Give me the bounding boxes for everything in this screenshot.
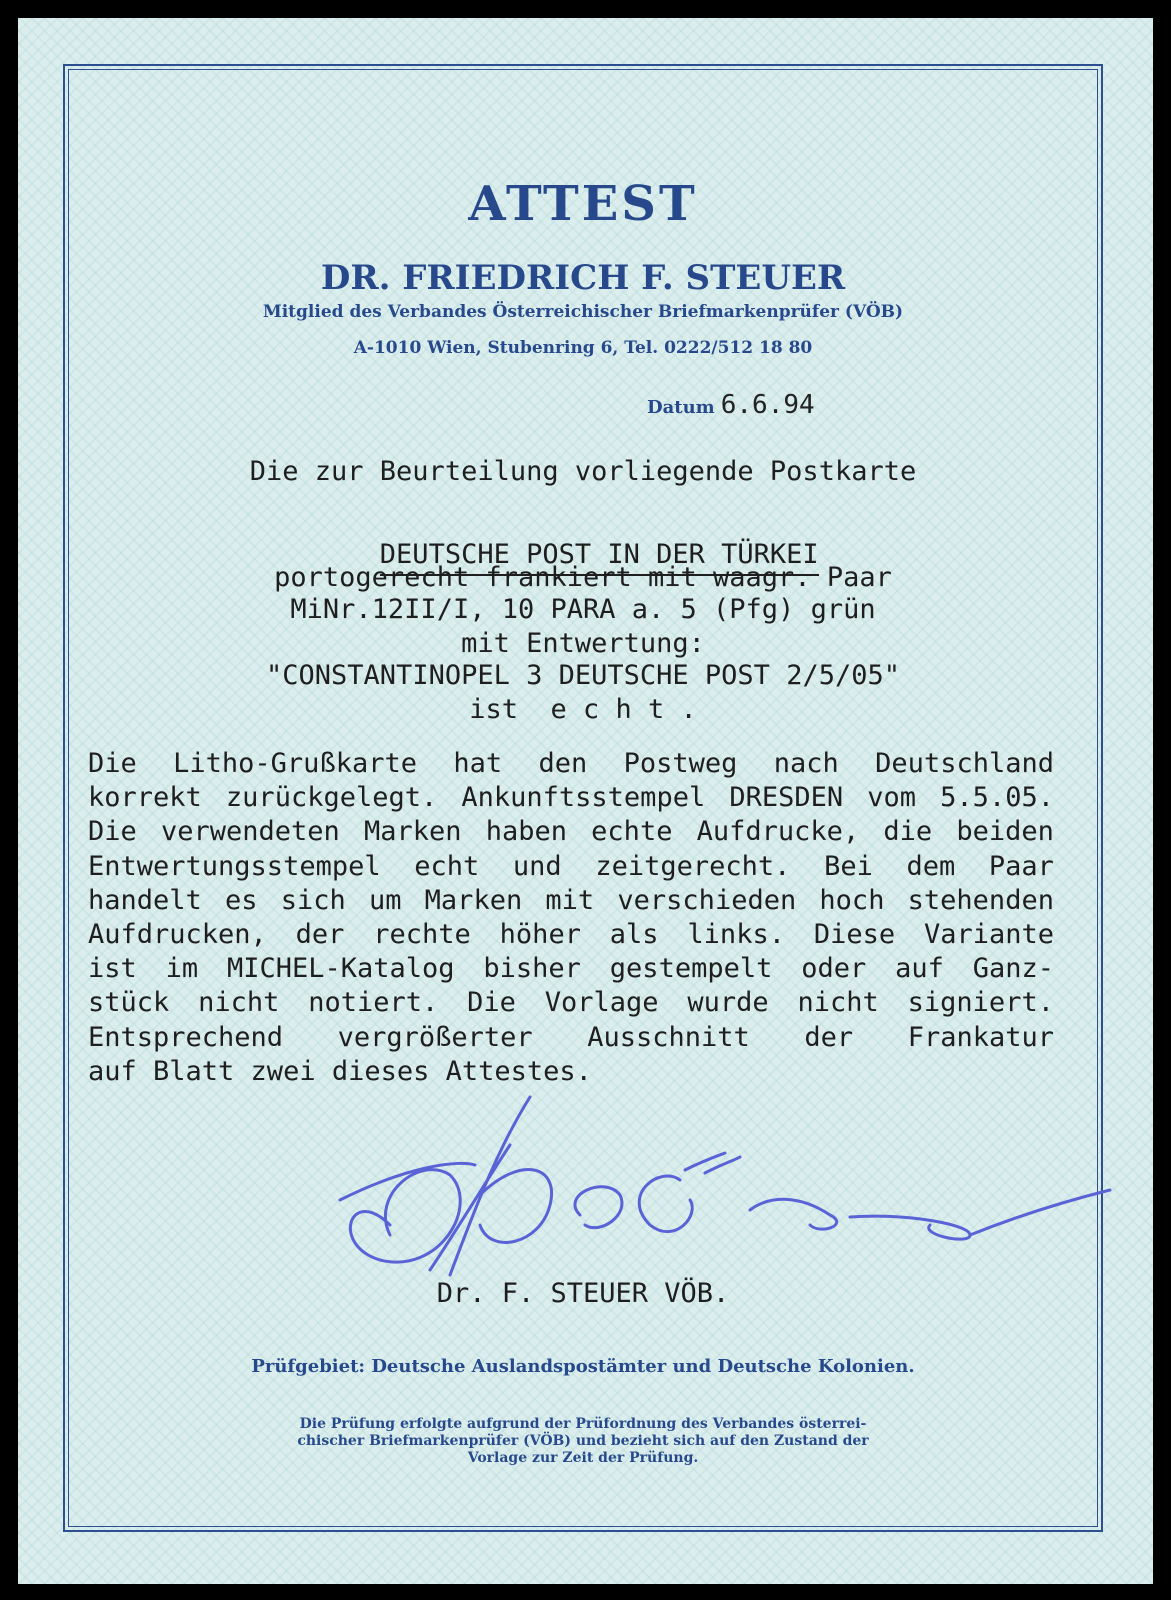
examination-scope: Prüfgebiet: Deutsche Auslandspostämter und Deutsche Kolonien. [251,1356,915,1377]
statement-line-4: "CONSTANTINOPEL 3 DEUTSCHE POST 2/5/05" [266,660,900,691]
signed-name: Dr. F. STEUER VÖB. [436,1278,730,1309]
body-line: Entsprechend vergrößerter Ausschnitt der Frankatur [88,1021,1054,1053]
body-line: handelt es sich um Marken mit verschieden hoch stehenden [88,884,1054,916]
body-line: auf Blatt zwei dieses Attestes. [88,1055,592,1087]
body-line: ist im MICHEL-Katalog bisher gestempelt oder auf Ganz- [88,953,1054,985]
date-field [647,390,815,420]
certificate-title: ATTEST [468,176,698,232]
statement-line-3: mit Entwertung: [461,628,705,659]
body-line: stück nicht notiert. Die Vorlage wurde nicht signiert. [88,987,1054,1019]
body-line: Entwertungsstempel echt und zeitgerecht. Bei dem Paar [88,850,1054,882]
address-line: A-1010 Wien, Stubenring 6, Tel. 0222/512 18 80 [353,338,813,358]
statement-line-5: ist e c h t . [469,694,697,725]
footer-note-1: Die Prüfung erfolgte aufgrund der Prüfordnung des Verbandes österrei- [299,1416,867,1432]
membership-line: Mitglied des Verbandes Österreichischer Briefmarkenprüfer (VÖB) [262,302,904,322]
body-line: Die verwendeten Marken haben echte Aufdrucke, die beiden [88,816,1054,848]
body-line: Aufdrucken, der rechte höher als links. Diese Variante [88,919,1054,950]
examiner-name: DR. FRIEDRICH F. STEUER [320,258,846,298]
signature-image [330,1085,1130,1295]
body-line: Die Litho-Grußkarte hat den Postweg nach Deutschland [88,748,1054,779]
statement-line-2: MiNr.12II/I, 10 PARA a. 5 (Pfg) grün [290,594,876,625]
date-value: 6.6.94 [720,390,815,420]
statement-intro: Die zur Beurteilung vorliegende Postkarte [249,456,917,487]
statement-subject: DEUTSCHE POST IN DER TÜRKEI [380,539,819,576]
body-line: korrekt zurückgelegt. Ankunftsstempel DRESDEN vom 5.5.05. [88,782,1054,814]
statement-line-1: portogerecht frankiert mit waagr. Paar [274,562,892,593]
date-label: Datum [647,397,715,418]
footer-note-3: Vorlage zur Zeit der Prüfung. [467,1450,699,1466]
footer-note-2: chischer Briefmarkenprüfer (VÖB) und bezieht sich auf den Zustand der [297,1433,869,1449]
